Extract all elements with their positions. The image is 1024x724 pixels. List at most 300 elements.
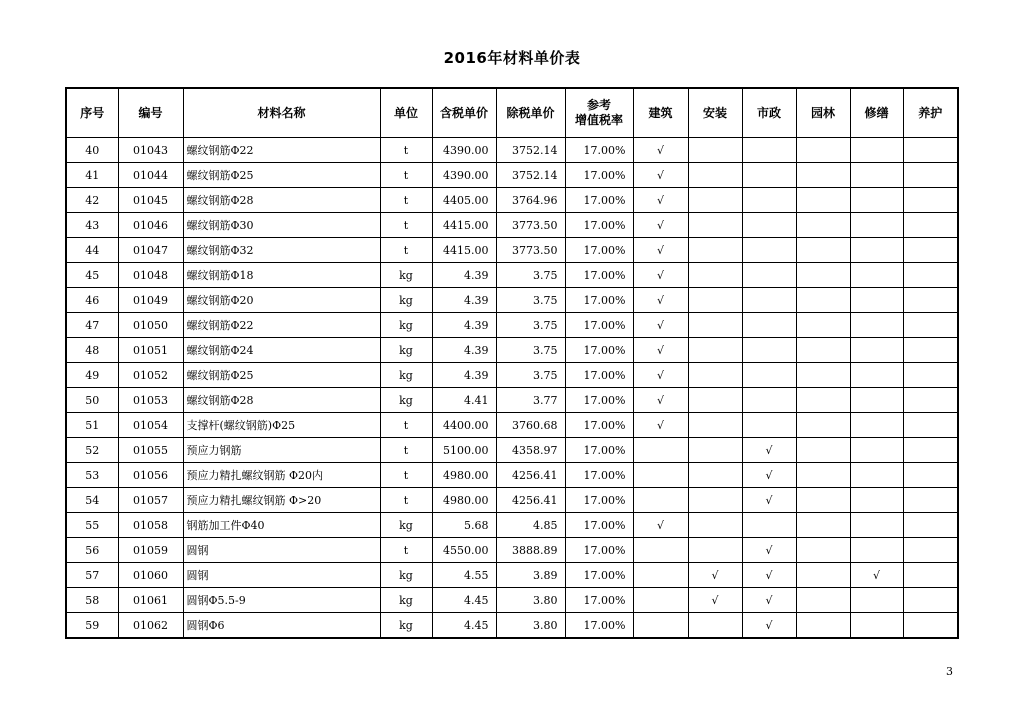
cell-jianzhu: √ — [633, 213, 688, 238]
cell-code: 01059 — [118, 538, 183, 563]
cell-unit: t — [380, 438, 432, 463]
cell-shizheng — [742, 263, 796, 288]
cell-shizheng: √ — [742, 438, 796, 463]
cell-material-name: 圆钢Φ5.5-9 — [183, 588, 380, 613]
cell-material-name: 钢筋加工件Φ40 — [183, 513, 380, 538]
cell-price-without-tax: 3760.68 — [496, 413, 565, 438]
cell-jianzhu: √ — [633, 413, 688, 438]
cell-code: 01047 — [118, 238, 183, 263]
cell-yanghu — [903, 513, 958, 538]
cell-code: 01057 — [118, 488, 183, 513]
cell-jianzhu — [633, 563, 688, 588]
cell-material-name: 螺纹钢筋Φ22 — [183, 313, 380, 338]
cell-unit: t — [380, 463, 432, 488]
cell-material-name: 螺纹钢筋Φ28 — [183, 388, 380, 413]
cell-vat-rate: 17.00% — [565, 388, 633, 413]
cell-yanghu — [903, 288, 958, 313]
cell-yuanlin — [796, 288, 850, 313]
cell-jianzhu: √ — [633, 338, 688, 363]
cell-material-name: 圆钢Φ6 — [183, 613, 380, 639]
cell-price-without-tax: 3.80 — [496, 613, 565, 639]
cell-material-name: 预应力精扎螺纹钢筋 Φ>20 — [183, 488, 380, 513]
cell-vat-rate: 17.00% — [565, 538, 633, 563]
cell-shizheng — [742, 213, 796, 238]
header-seq: 序号 — [66, 88, 118, 138]
cell-price-with-tax: 4400.00 — [432, 413, 496, 438]
cell-price-without-tax: 4256.41 — [496, 463, 565, 488]
cell-vat-rate: 17.00% — [565, 213, 633, 238]
cell-price-without-tax: 3.75 — [496, 363, 565, 388]
cell-unit: t — [380, 488, 432, 513]
cell-code: 01043 — [118, 138, 183, 163]
cell-xiushan — [850, 588, 903, 613]
cell-xiushan — [850, 413, 903, 438]
cell-code: 01045 — [118, 188, 183, 213]
cell-shizheng — [742, 138, 796, 163]
table-row — [66, 213, 958, 238]
cell-vat-rate: 17.00% — [565, 263, 633, 288]
header-material-name: 材料名称 — [183, 88, 380, 138]
cell-unit: kg — [380, 388, 432, 413]
page-number: 3 — [946, 665, 953, 678]
cell-yuanlin — [796, 313, 850, 338]
cell-anzhuang: √ — [688, 588, 742, 613]
cell-yuanlin — [796, 588, 850, 613]
table-header-row — [66, 88, 958, 138]
cell-vat-rate: 17.00% — [565, 488, 633, 513]
cell-anzhuang — [688, 313, 742, 338]
cell-unit: t — [380, 413, 432, 438]
cell-yanghu — [903, 613, 958, 639]
cell-price-with-tax: 4415.00 — [432, 213, 496, 238]
cell-code: 01051 — [118, 338, 183, 363]
cell-jianzhu: √ — [633, 263, 688, 288]
cell-vat-rate: 17.00% — [565, 288, 633, 313]
cell-anzhuang — [688, 213, 742, 238]
cell-vat-rate: 17.00% — [565, 238, 633, 263]
header-xiushan: 修缮 — [850, 88, 903, 138]
cell-vat-rate: 17.00% — [565, 563, 633, 588]
cell-code: 01056 — [118, 463, 183, 488]
cell-unit: t — [380, 163, 432, 188]
cell-seq: 57 — [66, 563, 118, 588]
cell-price-without-tax: 3.75 — [496, 263, 565, 288]
cell-price-without-tax: 4.85 — [496, 513, 565, 538]
cell-unit: kg — [380, 338, 432, 363]
cell-vat-rate: 17.00% — [565, 613, 633, 639]
cell-seq: 49 — [66, 363, 118, 388]
cell-code: 01060 — [118, 563, 183, 588]
cell-material-name: 螺纹钢筋Φ18 — [183, 263, 380, 288]
cell-price-with-tax: 5.68 — [432, 513, 496, 538]
cell-yanghu — [903, 338, 958, 363]
cell-yuanlin — [796, 338, 850, 363]
cell-yanghu — [903, 438, 958, 463]
table-row — [66, 163, 958, 188]
cell-seq: 48 — [66, 338, 118, 363]
cell-yanghu — [903, 138, 958, 163]
cell-shizheng — [742, 513, 796, 538]
cell-xiushan — [850, 138, 903, 163]
cell-yuanlin — [796, 188, 850, 213]
cell-vat-rate: 17.00% — [565, 138, 633, 163]
header-price-with-tax: 含税单价 — [432, 88, 496, 138]
cell-shizheng — [742, 363, 796, 388]
cell-unit: kg — [380, 588, 432, 613]
cell-yuanlin — [796, 213, 850, 238]
cell-price-with-tax: 4.45 — [432, 613, 496, 639]
cell-yuanlin — [796, 563, 850, 588]
cell-code: 01054 — [118, 413, 183, 438]
header-yuanlin: 园林 — [796, 88, 850, 138]
cell-yuanlin — [796, 238, 850, 263]
cell-vat-rate: 17.00% — [565, 413, 633, 438]
cell-jianzhu — [633, 438, 688, 463]
cell-shizheng — [742, 163, 796, 188]
cell-price-with-tax: 4550.00 — [432, 538, 496, 563]
cell-yuanlin — [796, 413, 850, 438]
cell-unit: kg — [380, 288, 432, 313]
cell-xiushan — [850, 388, 903, 413]
cell-unit: t — [380, 538, 432, 563]
cell-price-with-tax: 4980.00 — [432, 488, 496, 513]
cell-price-with-tax: 4415.00 — [432, 238, 496, 263]
cell-yanghu — [903, 388, 958, 413]
cell-yanghu — [903, 163, 958, 188]
cell-seq: 46 — [66, 288, 118, 313]
cell-jianzhu — [633, 463, 688, 488]
cell-price-with-tax: 4980.00 — [432, 463, 496, 488]
table-row — [66, 563, 958, 588]
header-anzhuang: 安装 — [688, 88, 742, 138]
cell-yuanlin — [796, 538, 850, 563]
cell-anzhuang — [688, 388, 742, 413]
cell-jianzhu: √ — [633, 388, 688, 413]
table-row — [66, 188, 958, 213]
cell-material-name: 螺纹钢筋Φ22 — [183, 138, 380, 163]
cell-anzhuang — [688, 513, 742, 538]
cell-seq: 50 — [66, 388, 118, 413]
cell-jianzhu: √ — [633, 288, 688, 313]
cell-price-without-tax: 3.89 — [496, 563, 565, 588]
cell-material-name: 圆钢 — [183, 538, 380, 563]
cell-code: 01050 — [118, 313, 183, 338]
table-row — [66, 238, 958, 263]
header-vat-rate-line2: 增值税率 — [574, 113, 623, 127]
cell-anzhuang — [688, 188, 742, 213]
cell-anzhuang — [688, 438, 742, 463]
cell-price-with-tax: 4.39 — [432, 338, 496, 363]
cell-vat-rate: 17.00% — [565, 588, 633, 613]
cell-seq: 51 — [66, 413, 118, 438]
header-yanghu: 养护 — [903, 88, 958, 138]
cell-shizheng: √ — [742, 588, 796, 613]
cell-seq: 52 — [66, 438, 118, 463]
cell-seq: 55 — [66, 513, 118, 538]
cell-xiushan — [850, 338, 903, 363]
cell-unit: kg — [380, 313, 432, 338]
table-row — [66, 438, 958, 463]
cell-vat-rate: 17.00% — [565, 438, 633, 463]
cell-xiushan — [850, 488, 903, 513]
cell-jianzhu — [633, 488, 688, 513]
cell-material-name: 螺纹钢筋Φ25 — [183, 363, 380, 388]
table-row — [66, 588, 958, 613]
cell-unit: kg — [380, 363, 432, 388]
cell-anzhuang — [688, 363, 742, 388]
cell-anzhuang: √ — [688, 563, 742, 588]
cell-seq: 45 — [66, 263, 118, 288]
cell-xiushan — [850, 463, 903, 488]
cell-xiushan — [850, 188, 903, 213]
cell-seq: 42 — [66, 188, 118, 213]
cell-material-name: 支撑杆(螺纹钢筋)Φ25 — [183, 413, 380, 438]
header-price-without-tax: 除税单价 — [496, 88, 565, 138]
cell-code: 01048 — [118, 263, 183, 288]
cell-price-with-tax: 4.55 — [432, 563, 496, 588]
cell-yuanlin — [796, 163, 850, 188]
cell-seq: 59 — [66, 613, 118, 639]
cell-price-without-tax: 3.77 — [496, 388, 565, 413]
cell-unit: kg — [380, 563, 432, 588]
cell-material-name: 螺纹钢筋Φ28 — [183, 188, 380, 213]
cell-yuanlin — [796, 363, 850, 388]
cell-shizheng — [742, 338, 796, 363]
table-row — [66, 313, 958, 338]
cell-anzhuang — [688, 413, 742, 438]
cell-price-without-tax: 3.75 — [496, 338, 565, 363]
cell-material-name: 螺纹钢筋Φ25 — [183, 163, 380, 188]
cell-jianzhu: √ — [633, 238, 688, 263]
cell-yanghu — [903, 363, 958, 388]
cell-xiushan — [850, 263, 903, 288]
table-row — [66, 488, 958, 513]
cell-yanghu — [903, 413, 958, 438]
cell-anzhuang — [688, 463, 742, 488]
cell-price-with-tax: 4.39 — [432, 263, 496, 288]
cell-shizheng: √ — [742, 463, 796, 488]
cell-xiushan — [850, 313, 903, 338]
material-price-table — [65, 87, 959, 639]
cell-price-with-tax: 4.45 — [432, 588, 496, 613]
cell-price-without-tax: 3773.50 — [496, 238, 565, 263]
cell-code: 01061 — [118, 588, 183, 613]
cell-vat-rate: 17.00% — [565, 313, 633, 338]
cell-yanghu — [903, 313, 958, 338]
cell-vat-rate: 17.00% — [565, 163, 633, 188]
cell-seq: 44 — [66, 238, 118, 263]
cell-code: 01046 — [118, 213, 183, 238]
cell-yanghu — [903, 463, 958, 488]
cell-xiushan — [850, 438, 903, 463]
cell-price-without-tax: 3.80 — [496, 588, 565, 613]
cell-xiushan: √ — [850, 563, 903, 588]
cell-yuanlin — [796, 463, 850, 488]
cell-anzhuang — [688, 338, 742, 363]
header-code: 编号 — [118, 88, 183, 138]
cell-seq: 54 — [66, 488, 118, 513]
cell-jianzhu: √ — [633, 188, 688, 213]
cell-seq: 58 — [66, 588, 118, 613]
cell-unit: kg — [380, 513, 432, 538]
cell-price-without-tax: 4256.41 — [496, 488, 565, 513]
cell-price-without-tax: 3752.14 — [496, 163, 565, 188]
table-body — [66, 138, 958, 639]
cell-price-without-tax: 3888.89 — [496, 538, 565, 563]
cell-price-with-tax: 4.41 — [432, 388, 496, 413]
table-row — [66, 338, 958, 363]
cell-yanghu — [903, 238, 958, 263]
cell-material-name: 圆钢 — [183, 563, 380, 588]
cell-seq: 53 — [66, 463, 118, 488]
cell-vat-rate: 17.00% — [565, 363, 633, 388]
cell-price-with-tax: 4405.00 — [432, 188, 496, 213]
cell-code: 01044 — [118, 163, 183, 188]
cell-shizheng: √ — [742, 563, 796, 588]
cell-yanghu — [903, 488, 958, 513]
cell-shizheng — [742, 413, 796, 438]
cell-shizheng: √ — [742, 613, 796, 639]
cell-jianzhu: √ — [633, 513, 688, 538]
header-shizheng: 市政 — [742, 88, 796, 138]
cell-price-without-tax: 3.75 — [496, 313, 565, 338]
cell-yuanlin — [796, 388, 850, 413]
table-row — [66, 263, 958, 288]
cell-price-with-tax: 4390.00 — [432, 163, 496, 188]
cell-material-name: 螺纹钢筋Φ32 — [183, 238, 380, 263]
cell-price-without-tax: 3764.96 — [496, 188, 565, 213]
cell-code: 01052 — [118, 363, 183, 388]
table-row — [66, 413, 958, 438]
cell-shizheng: √ — [742, 488, 796, 513]
cell-xiushan — [850, 238, 903, 263]
table-row — [66, 538, 958, 563]
cell-yanghu — [903, 538, 958, 563]
cell-yuanlin — [796, 613, 850, 639]
table-row — [66, 463, 958, 488]
cell-price-with-tax: 4.39 — [432, 363, 496, 388]
cell-code: 01049 — [118, 288, 183, 313]
header-vat-rate — [565, 88, 633, 138]
cell-jianzhu — [633, 538, 688, 563]
cell-seq: 40 — [66, 138, 118, 163]
cell-anzhuang — [688, 238, 742, 263]
cell-price-with-tax: 4.39 — [432, 288, 496, 313]
cell-shizheng — [742, 238, 796, 263]
cell-price-with-tax: 5100.00 — [432, 438, 496, 463]
cell-yuanlin — [796, 438, 850, 463]
cell-yuanlin — [796, 138, 850, 163]
cell-xiushan — [850, 363, 903, 388]
cell-unit: t — [380, 188, 432, 213]
cell-shizheng: √ — [742, 538, 796, 563]
cell-yanghu — [903, 563, 958, 588]
cell-jianzhu: √ — [633, 163, 688, 188]
cell-xiushan — [850, 513, 903, 538]
cell-anzhuang — [688, 488, 742, 513]
cell-yanghu — [903, 588, 958, 613]
cell-code: 01062 — [118, 613, 183, 639]
cell-jianzhu — [633, 613, 688, 639]
cell-anzhuang — [688, 288, 742, 313]
cell-price-without-tax: 3773.50 — [496, 213, 565, 238]
cell-yuanlin — [796, 513, 850, 538]
cell-yanghu — [903, 213, 958, 238]
cell-xiushan — [850, 538, 903, 563]
cell-xiushan — [850, 613, 903, 639]
cell-unit: kg — [380, 613, 432, 639]
cell-seq: 47 — [66, 313, 118, 338]
header-unit: 单位 — [380, 88, 432, 138]
cell-yuanlin — [796, 263, 850, 288]
cell-anzhuang — [688, 613, 742, 639]
cell-yanghu — [903, 263, 958, 288]
cell-jianzhu: √ — [633, 363, 688, 388]
cell-anzhuang — [688, 138, 742, 163]
cell-vat-rate: 17.00% — [565, 513, 633, 538]
cell-price-without-tax: 4358.97 — [496, 438, 565, 463]
cell-yanghu — [903, 188, 958, 213]
cell-code: 01055 — [118, 438, 183, 463]
table-row — [66, 388, 958, 413]
cell-jianzhu: √ — [633, 313, 688, 338]
cell-anzhuang — [688, 538, 742, 563]
table-row — [66, 138, 958, 163]
cell-price-without-tax: 3752.14 — [496, 138, 565, 163]
cell-price-without-tax: 3.75 — [496, 288, 565, 313]
table-row — [66, 613, 958, 639]
cell-anzhuang — [688, 263, 742, 288]
cell-price-with-tax: 4.39 — [432, 313, 496, 338]
cell-yuanlin — [796, 488, 850, 513]
cell-vat-rate: 17.00% — [565, 338, 633, 363]
cell-price-with-tax: 4390.00 — [432, 138, 496, 163]
cell-material-name: 螺纹钢筋Φ30 — [183, 213, 380, 238]
cell-unit: t — [380, 238, 432, 263]
cell-seq: 56 — [66, 538, 118, 563]
cell-jianzhu — [633, 588, 688, 613]
table-row — [66, 363, 958, 388]
cell-code: 01058 — [118, 513, 183, 538]
cell-xiushan — [850, 288, 903, 313]
cell-unit: t — [380, 138, 432, 163]
cell-shizheng — [742, 388, 796, 413]
cell-jianzhu: √ — [633, 138, 688, 163]
cell-shizheng — [742, 313, 796, 338]
cell-material-name: 预应力钢筋 — [183, 438, 380, 463]
cell-unit: kg — [380, 263, 432, 288]
table-row — [66, 513, 958, 538]
page-title: 2016年材料单价表 — [443, 49, 581, 67]
table-row — [66, 288, 958, 313]
cell-code: 01053 — [118, 388, 183, 413]
cell-vat-rate: 17.00% — [565, 188, 633, 213]
cell-unit: t — [380, 213, 432, 238]
cell-shizheng — [742, 288, 796, 313]
cell-xiushan — [850, 213, 903, 238]
cell-material-name: 预应力精扎螺纹钢筋 Φ20内 — [183, 463, 380, 488]
cell-shizheng — [742, 188, 796, 213]
cell-xiushan — [850, 163, 903, 188]
cell-anzhuang — [688, 163, 742, 188]
header-jianzhu: 建筑 — [633, 88, 688, 138]
cell-vat-rate: 17.00% — [565, 463, 633, 488]
cell-material-name: 螺纹钢筋Φ24 — [183, 338, 380, 363]
header-vat-rate-line1: 参考 — [586, 98, 611, 112]
cell-seq: 43 — [66, 213, 118, 238]
cell-seq: 41 — [66, 163, 118, 188]
cell-material-name: 螺纹钢筋Φ20 — [183, 288, 380, 313]
